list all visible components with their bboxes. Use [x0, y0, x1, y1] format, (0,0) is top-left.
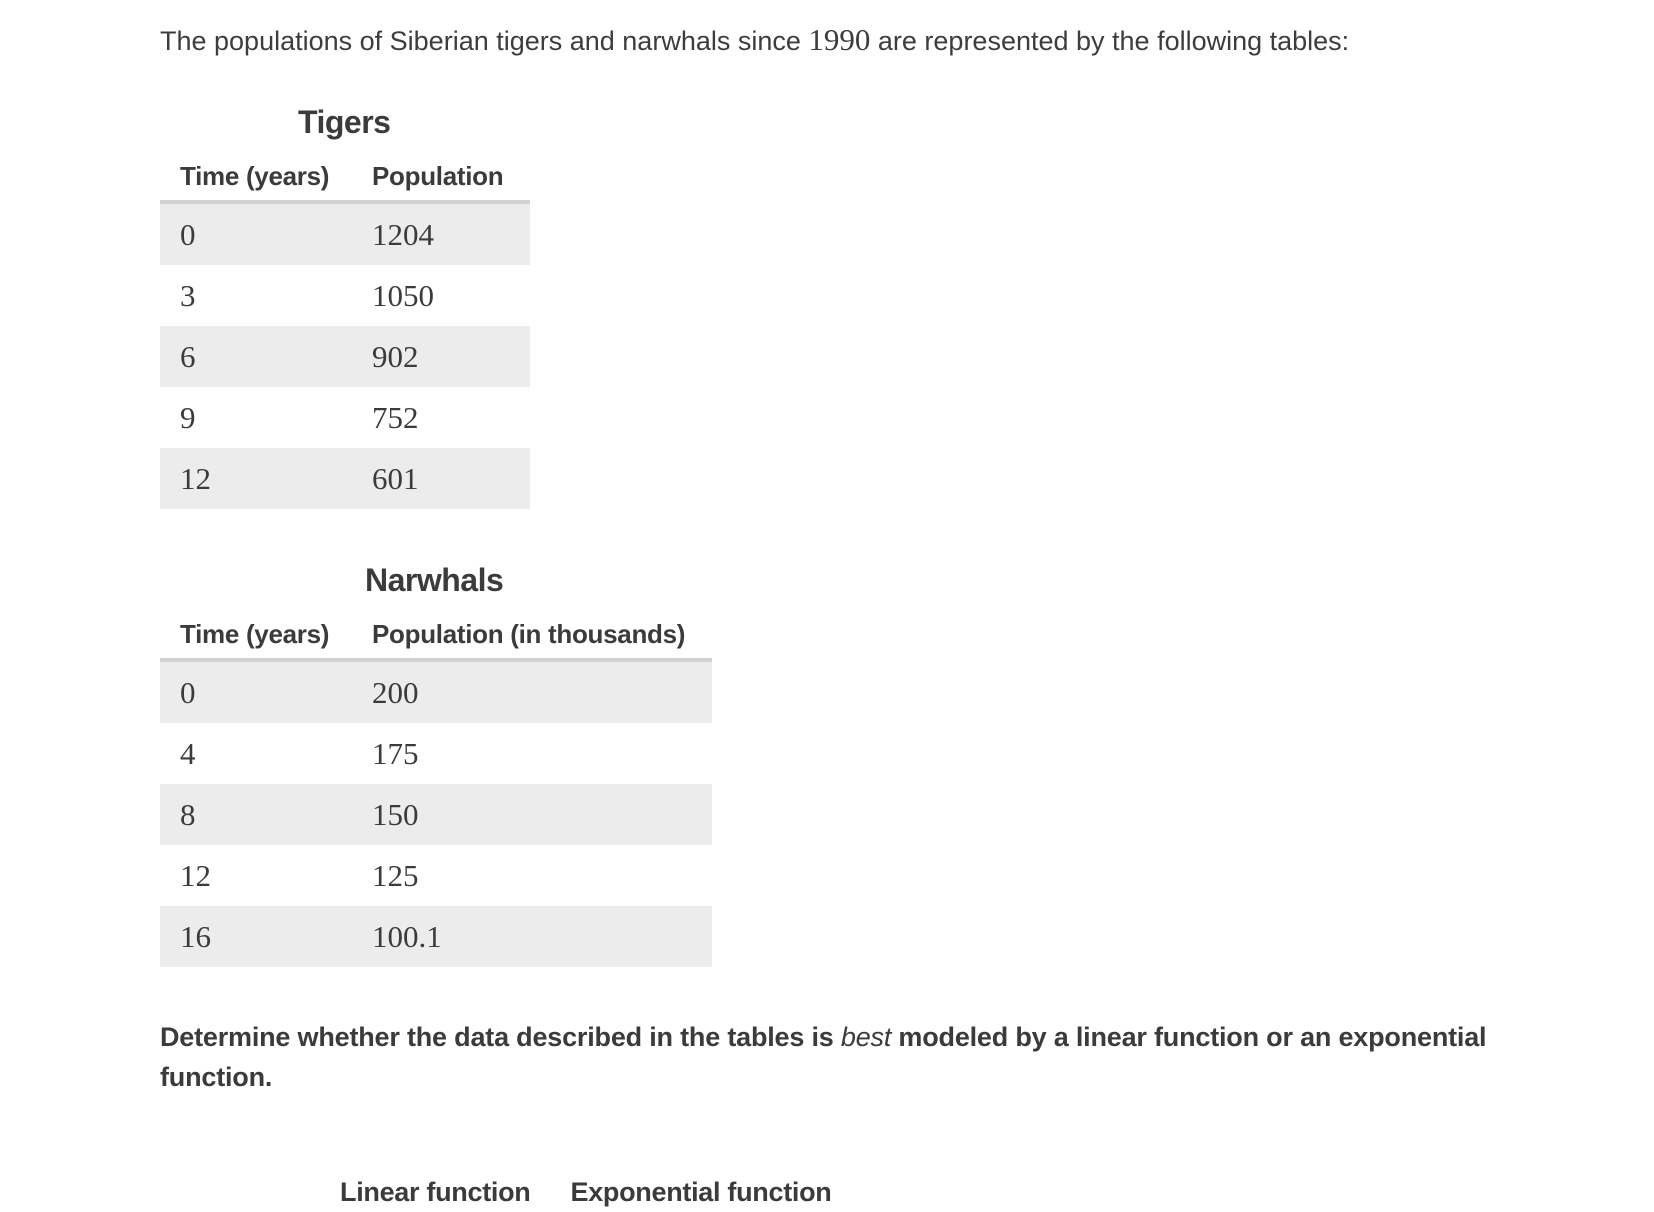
table-row: [160, 448, 530, 509]
table-cell-time: 3: [180, 278, 196, 313]
table-cell-population: 752: [372, 400, 419, 435]
table-cell-population: 175: [372, 736, 419, 771]
table-cell-population: 601: [372, 461, 419, 496]
narwhals-table-body: [160, 662, 712, 967]
table-cell-time: 0: [180, 217, 196, 252]
table-cell-time: 4: [180, 736, 196, 771]
narwhals-table-title: Narwhals: [365, 562, 504, 598]
table-cell-time: 0: [180, 675, 196, 710]
question-text-end: modeled by a linear function or an exponential function.: [160, 1022, 1487, 1092]
table-row: [160, 784, 712, 845]
table-cell-time: 8: [180, 797, 196, 832]
table-row: [160, 662, 712, 723]
intro-text: [160, 22, 1349, 58]
table-cell-time: 16: [180, 919, 211, 954]
tigers-table-body: [160, 204, 530, 509]
question-prompt: [160, 1017, 1500, 1097]
table-row: [160, 265, 530, 326]
tigers-table-header: [160, 161, 530, 201]
table-cell-population: 1204: [372, 217, 434, 252]
table-row: [160, 906, 712, 967]
tigers-header-population: Population: [372, 161, 504, 191]
answer-choices: [340, 1177, 832, 1208]
table-cell-population: 200: [372, 675, 419, 710]
narwhals-header-time: Time (years): [180, 619, 330, 649]
table-cell-population: 125: [372, 858, 419, 893]
table-cell-population: 150: [372, 797, 419, 832]
tigers-header-time: Time (years): [180, 161, 330, 191]
table-row: [160, 845, 712, 906]
table-row: [160, 723, 712, 784]
intro-year: 1990: [808, 22, 871, 57]
narwhals-table-header: [160, 619, 712, 659]
intro-text-start: The populations of Siberian tigers and narwhals since: [160, 26, 809, 56]
table-cell-time: 6: [180, 339, 196, 374]
table-cell-time: 9: [180, 400, 196, 435]
linear-function-option[interactable]: Linear function: [340, 1177, 531, 1207]
table-cell-time: 12: [180, 858, 211, 893]
table-cell-time: 12: [180, 461, 211, 496]
narwhals-header-population: Population (in thousands): [372, 619, 686, 649]
table-row: [160, 204, 530, 265]
table-row: [160, 326, 530, 387]
intro-text-end: are represented by the following tables:: [870, 26, 1350, 56]
table-cell-population: 100.1: [372, 919, 442, 954]
question-text-start: Determine whether the data described in the tables is: [160, 1022, 841, 1052]
exponential-function-option[interactable]: Exponential function: [570, 1177, 832, 1207]
table-row: [160, 387, 530, 448]
tigers-table-title: Tigers: [298, 104, 391, 140]
question-emphasis: best: [840, 1022, 892, 1052]
table-cell-population: 902: [372, 339, 419, 374]
table-cell-population: 1050: [372, 278, 434, 313]
